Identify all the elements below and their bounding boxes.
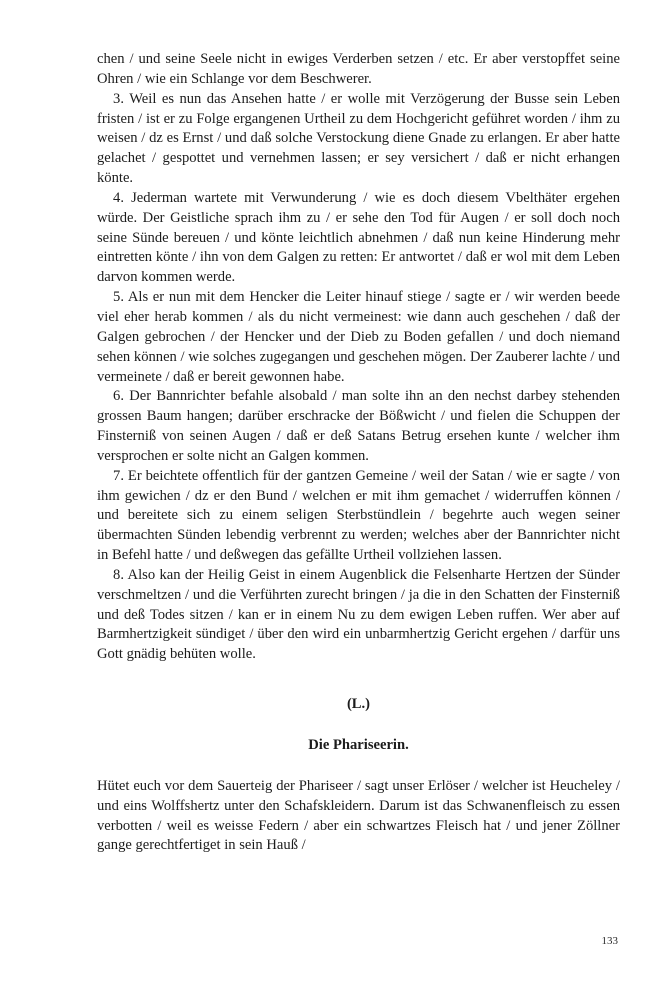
chapter-body xyxy=(97,777,620,856)
paragraph-4: 4. Jederman wartete mit Verwunderung / wie es doch diesem Vbelthäter ergehen würde. Der Geistliche sprach ihm zu / er sehe den Tod für Augen / er soll doch noch seine Sünde bereuen / und könte leichtlich abnehmen / daß nun keine Hinderung mehr eintretten könte / ihn von dem Galgen zu retten: Er antwortet / daß er wol mit dem Leben darvon kommen werde. xyxy=(97,189,620,286)
body-text xyxy=(97,50,620,665)
paragraph-7: 7. Er beichtete offentlich für der gantzen Gemeine / weil der Satan / wie er sagte / von ihm gewichen / dz er den Bund / welchen er mit ihm gemachet / widerruffen können / und bereitete sich zu einem seligen Sterbstündlein / begehrte auch wegen seiner übermachten Sünden lebendig verbrennt zu werden; welches aber der Bannrichter nicht in Befehl hatte / und deßwegen das gefällte Urtheil vollziehen lassen. xyxy=(97,467,620,564)
paragraph-continuation: chen / und seine Seele nicht in ewiges Verderben setzen / etc. Er aber verstopffet seine Ohren / wie ein Schlange vor dem Beschwerer. xyxy=(97,51,620,87)
page-number: 133 xyxy=(601,935,618,947)
paragraph-8: 8. Also kan der Heilig Geist in einem Augenblick die Felsenharte Hertzen der Sünder verschmeltzen / und die Verführten zurecht bringen / ja die in den Schatten der Finsterniß und deß Todes sitzen / kan er in einem Nu zu dem ewigen Leben ruffen. Wer aber auf Barmhertzigkeit sündiget / über den wird ein unbarmhertzig Gericht ergehen / darfür uns Gott gnädig behüten wolle. xyxy=(97,566,620,663)
paragraph-3: 3. Weil es nun das Ansehen hatte / er wolle mit Verzögerung der Busse sein Leben fristen / ist er zu Folge ergangenen Urtheil zu dem Hochgericht geführet worden / ihm zu weisen / dz es Ernst / und daß solche Verstockung diene Gnade zu erlangen. Er aber hatte gelachet / gespottet und vernehmen lassen; er sey versichert / daß er nicht erhangen könte. xyxy=(97,90,620,187)
chapter-title: Die Phariseerin. xyxy=(308,737,409,753)
paragraph-6: 6. Der Bannrichter befahle alsobald / man solte ihn an den nechst darbey stehenden grossen Baum hangen; darüber erschracke der Bößwicht / und fielen die Schuppen der Finsterniß von seinen Augen / daß er deß Satans Betrug ersehen kunte / welcher ihm versprochen er solte nicht an Galgen kommen. xyxy=(97,388,620,464)
chapter-first-paragraph: Hütet euch vor dem Sauerteig der Phariseer / sagt unser Erlöser / welcher ist Heucheley / und eins Wolffshertz unter den Schafskleidern. Darum ist das Schwanenfleisch zu essen verbotten / weil es weisse Federn / aber ein schwartzes Fleisch hat / und jener Zöllner gange gerechtfertiget in sein Hauß / xyxy=(97,777,620,854)
paragraph-5: 5. Als er nun mit dem Hencker die Leiter hinauf stiege / sagte er / wir werden beede viel eher herab kommen / als du nicht vermeinest: wie dann auch geschehen / daß der Galgen gebrochen / der Hencker und der Dieb zu Boden gefallen / und doch niemand sehen können / wie solches zugegangen und geschehen mögen. Der Zauberer lachte / und vermeinete / daß er bereit gewonnen habe. xyxy=(97,289,620,385)
chapter-number: (L.) xyxy=(346,696,371,713)
